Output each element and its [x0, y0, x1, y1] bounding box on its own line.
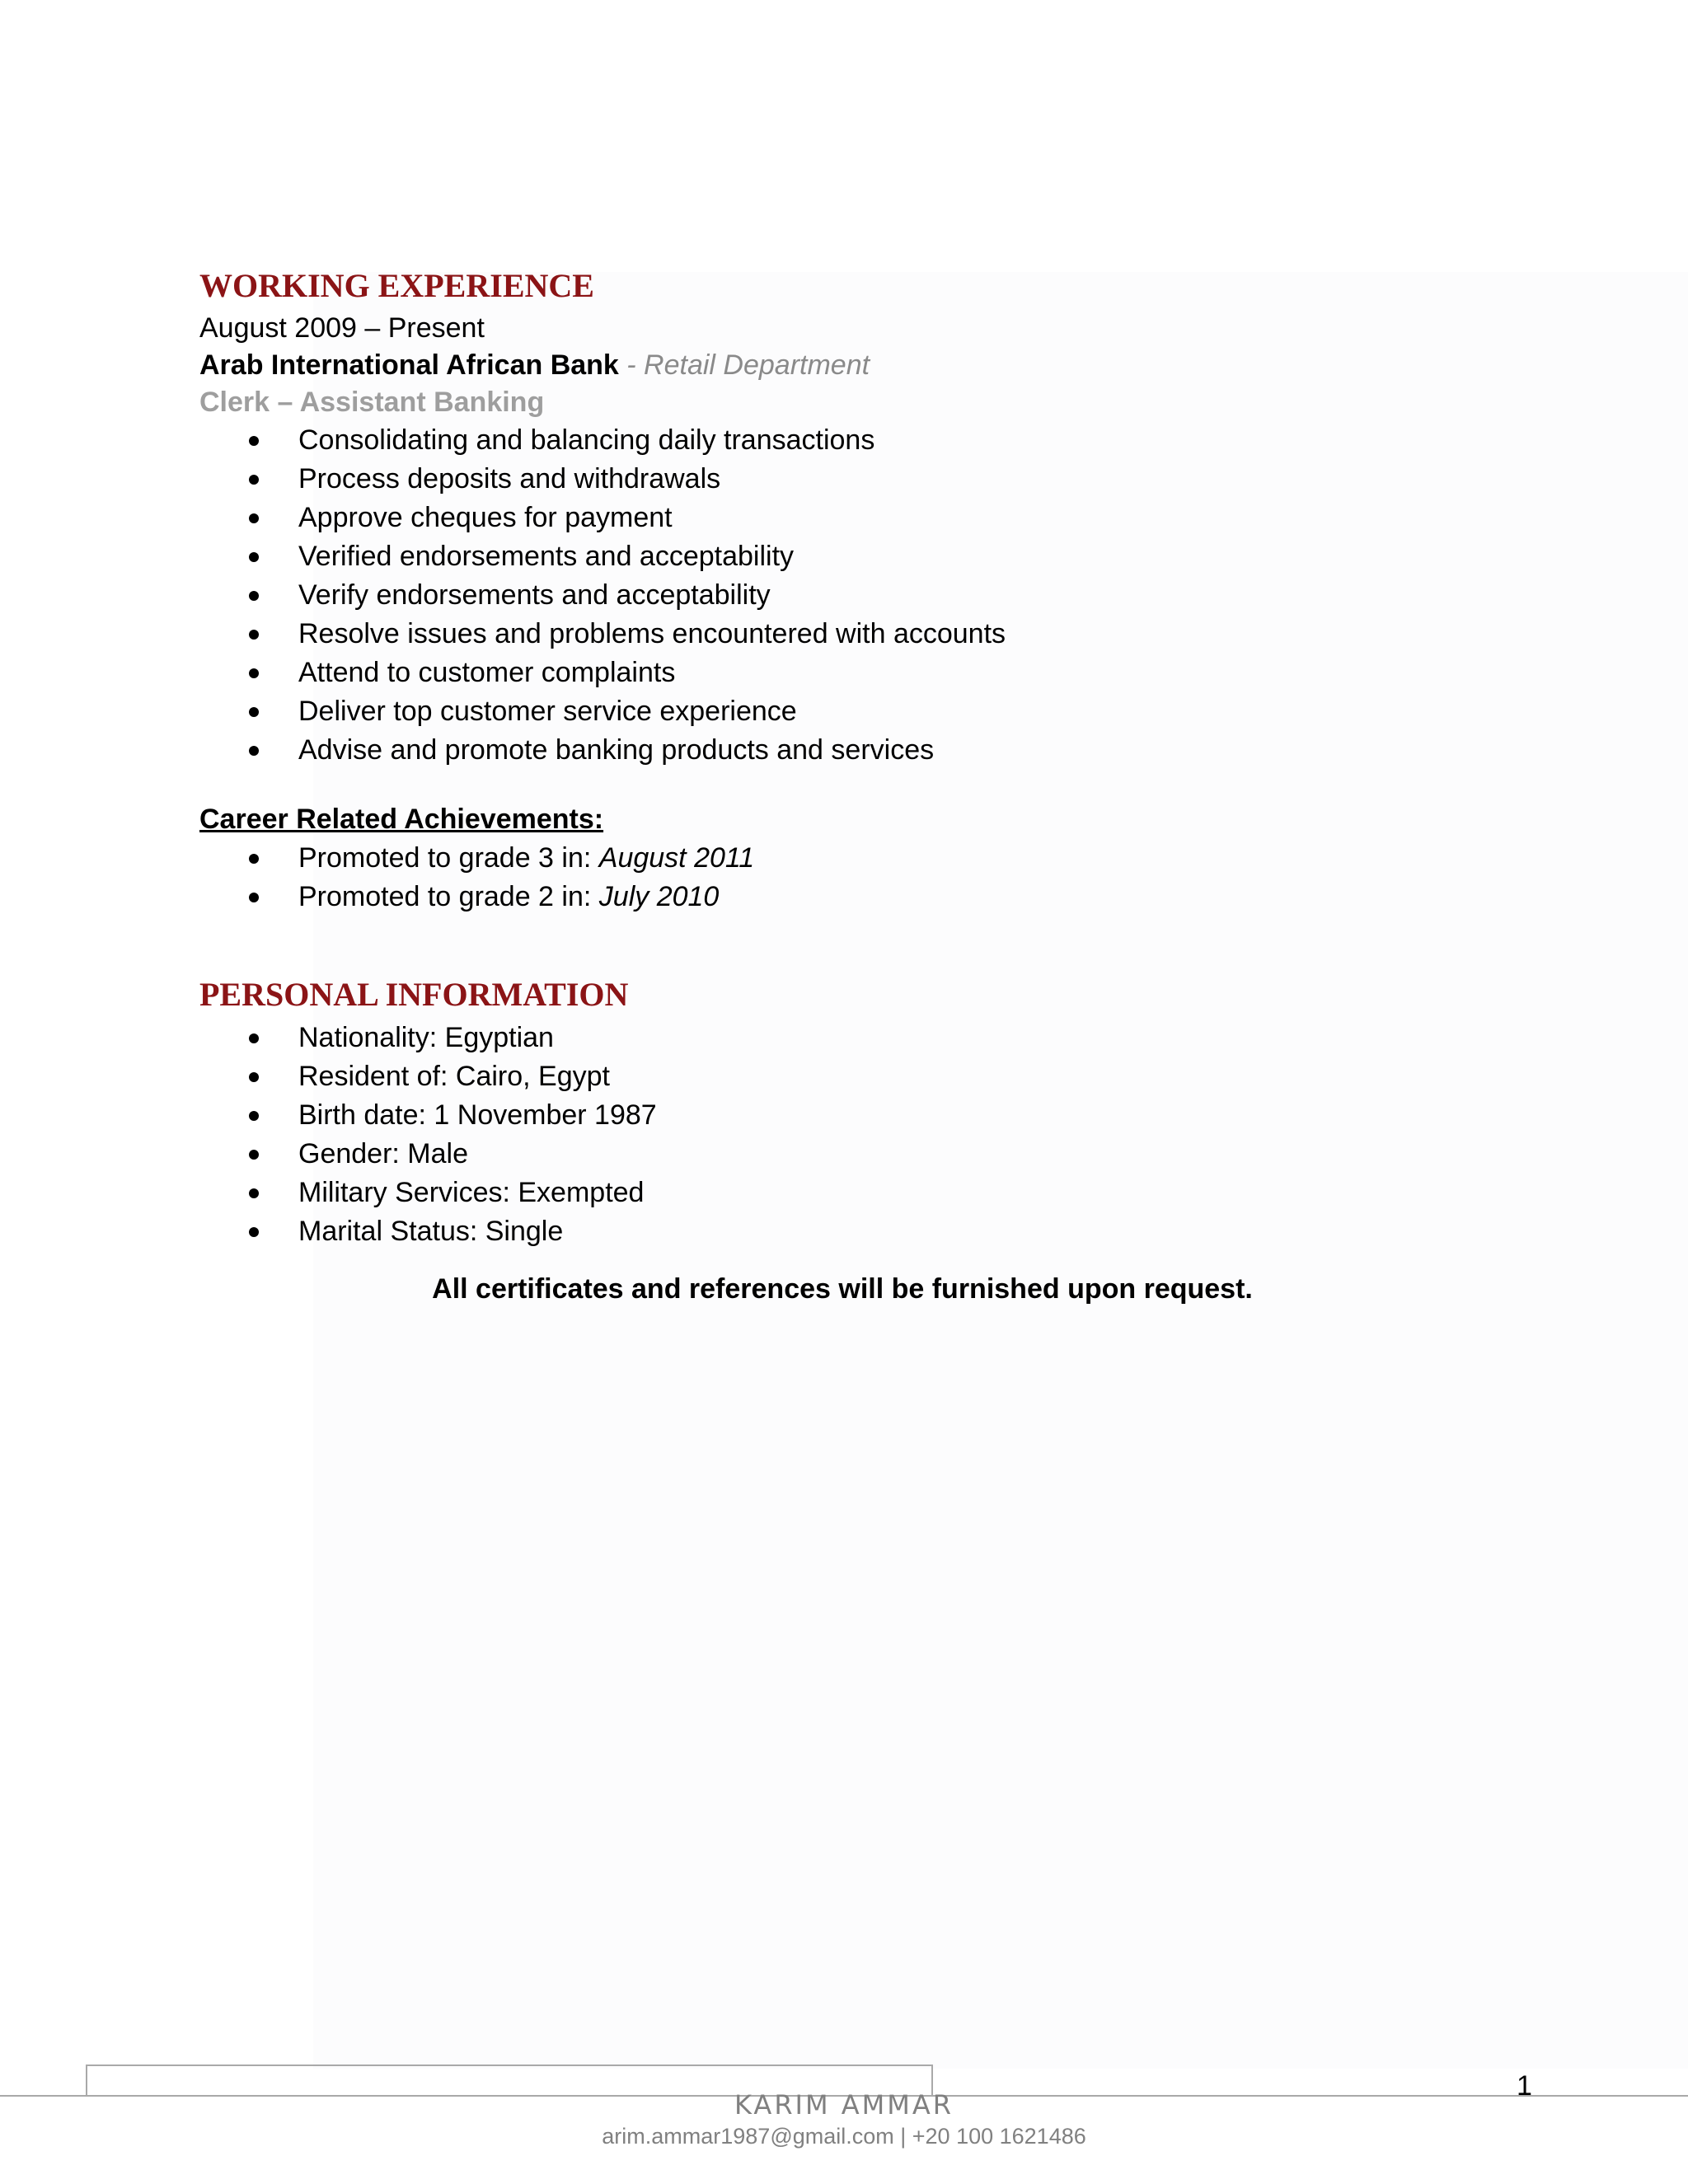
personal-information-list: [199, 1019, 1485, 1251]
bullet-icon: [249, 746, 259, 756]
duty-text: Deliver top customer service experience: [298, 696, 797, 727]
list-item: [199, 499, 1485, 537]
list-item: [199, 839, 1485, 878]
bullet-icon: [249, 591, 259, 601]
duties-list: [199, 421, 1485, 770]
list-item: [199, 1019, 1485, 1057]
employer-name: Arab International African Bank: [199, 349, 619, 381]
list-item: [199, 460, 1485, 499]
resume-body: [199, 262, 1485, 1309]
personal-info-text: Nationality: Egyptian: [298, 1022, 554, 1053]
bullet-icon: [249, 436, 259, 446]
bullet-icon: [249, 1072, 259, 1082]
footer-contact: arim.ammar1987@gmail.com | +20 100 1621486: [602, 2124, 1086, 2149]
spacer: [199, 770, 1485, 799]
personal-info-text: Gender: Male: [298, 1138, 468, 1169]
position-title: Clerk – Assistant Banking: [199, 387, 545, 418]
employer-line: [199, 347, 1485, 384]
bullet-icon: [249, 893, 259, 902]
list-item: [199, 537, 1485, 576]
duty-text: Verify endorsements and acceptability: [298, 579, 771, 611]
list-item: [199, 615, 1485, 654]
bullet-icon: [249, 854, 259, 864]
personal-information-heading: PERSONAL INFORMATION: [199, 976, 629, 1013]
spacer: [199, 1251, 1485, 1269]
personal-info-text: Military Services: Exempted: [298, 1177, 645, 1208]
bullet-icon: [249, 513, 259, 523]
duty-text: Process deposits and withdrawals: [298, 463, 721, 494]
bullet-icon: [249, 1111, 259, 1121]
achievements-list: [199, 839, 1485, 916]
references-notice: All certificates and references will be furnished upon request.: [432, 1273, 1253, 1305]
list-item: [199, 1174, 1485, 1212]
department-name: - Retail Department: [618, 349, 870, 381]
bullet-icon: [249, 552, 259, 562]
list-item: [199, 1096, 1485, 1135]
list-item: [199, 1212, 1485, 1251]
working-experience-heading: WORKING EXPERIENCE: [199, 267, 594, 304]
duty-text: Verified endorsements and acceptability: [298, 541, 795, 572]
list-item: [199, 576, 1485, 615]
personal-info-text: Resident of: Cairo, Egypt: [298, 1061, 610, 1092]
list-item: [199, 692, 1485, 731]
achievement-date: July 2010: [598, 881, 720, 912]
bullet-icon: [249, 1150, 259, 1160]
list-item: [199, 1057, 1485, 1096]
personal-info-text: Marital Status: Single: [298, 1216, 564, 1247]
bullet-icon: [249, 1033, 259, 1043]
spacer: [199, 916, 1485, 971]
bullet-icon: [249, 1227, 259, 1237]
duty-text: Resolve issues and problems encountered with accounts: [298, 618, 1006, 649]
bullet-icon: [249, 707, 259, 717]
achievement-date: August 2011: [598, 842, 755, 874]
duty-text: Consolidating and balancing daily transactions: [298, 424, 875, 456]
bullet-icon: [249, 630, 259, 640]
achievement-label: Promoted to grade 3 in:: [298, 842, 599, 874]
duty-text: Attend to customer complaints: [298, 657, 676, 688]
achievement-label: Promoted to grade 2 in:: [298, 881, 599, 912]
bullet-icon: [249, 475, 259, 485]
list-item: [199, 421, 1485, 460]
list-item: [199, 731, 1485, 770]
list-item: [199, 878, 1485, 916]
footer-name: KARIM AMMAR: [734, 2089, 954, 2121]
duty-text: Advise and promote banking products and services: [298, 734, 935, 766]
bullet-icon: [249, 668, 259, 678]
personal-info-text: Birth date: 1 November 1987: [298, 1099, 657, 1131]
list-item: [199, 654, 1485, 692]
employment-period: August 2009 – Present: [199, 312, 485, 344]
bullet-icon: [249, 1188, 259, 1198]
page-number: 1: [1517, 2070, 1532, 2102]
achievements-heading: Career Related Achievements:: [199, 804, 604, 835]
duty-text: Approve cheques for payment: [298, 502, 673, 533]
list-item: [199, 1135, 1485, 1174]
